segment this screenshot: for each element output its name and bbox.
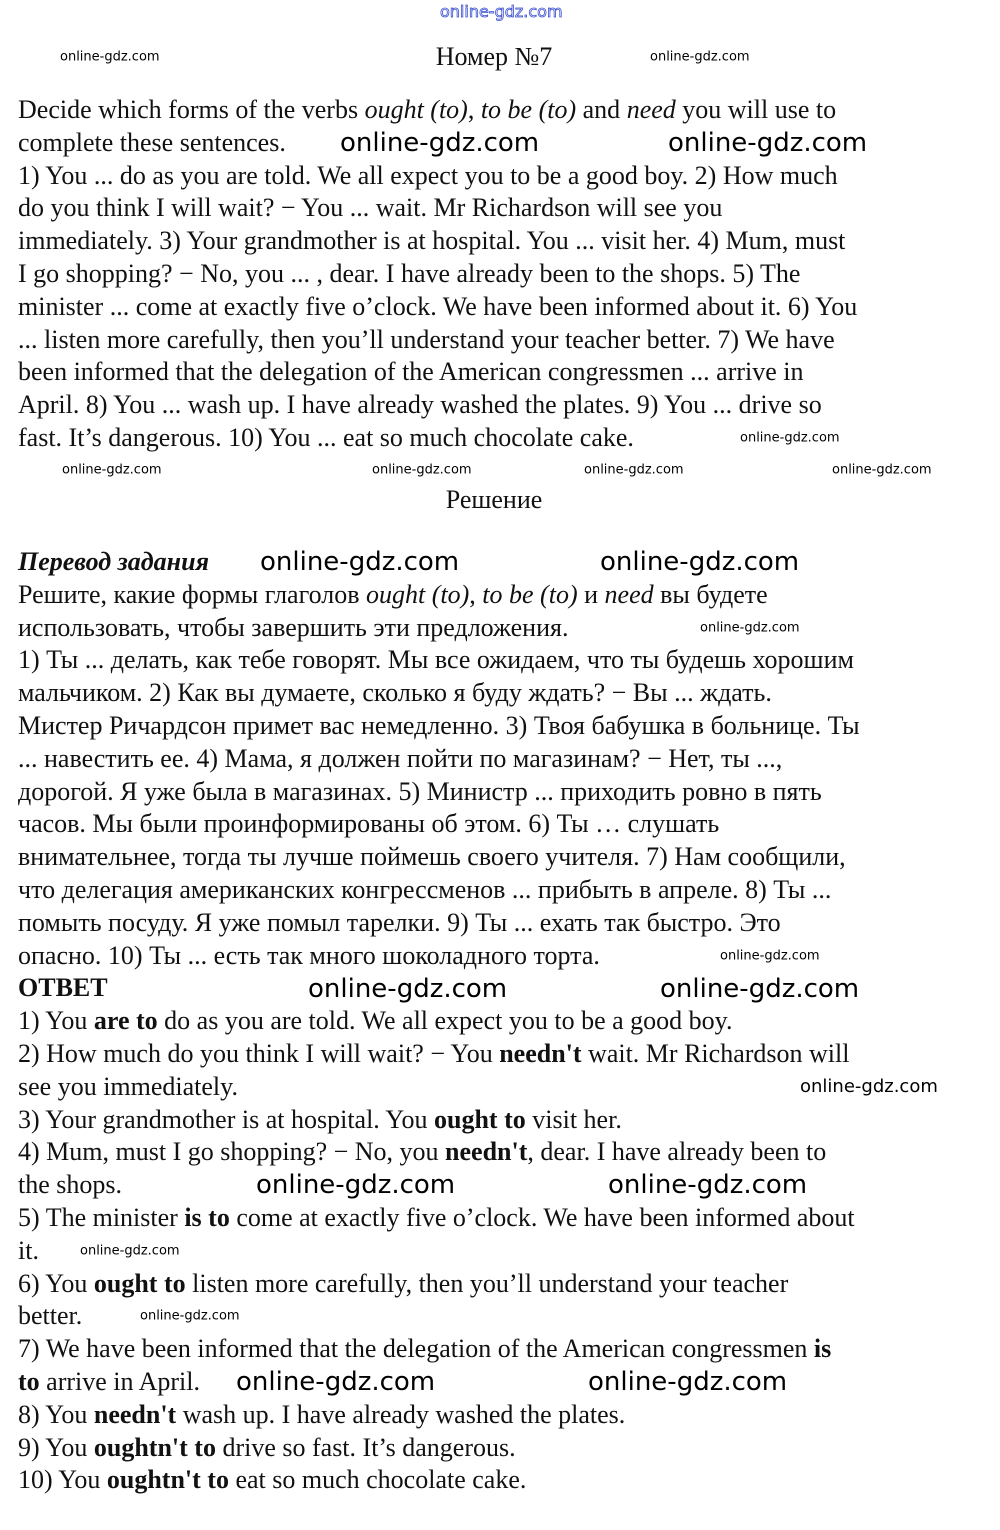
text-segment: listen more carefully, then you’ll understand your teacher xyxy=(185,1268,789,1298)
text-line xyxy=(18,356,988,389)
answer-word: oughtn't to xyxy=(93,1432,216,1462)
text-line xyxy=(18,546,988,579)
answer-word: is to xyxy=(184,1202,230,1232)
watermark: online-gdz.com xyxy=(600,547,800,577)
watermark: online-gdz.com xyxy=(372,462,472,478)
text-segment: come at exactly five o’clock. We have been informed about xyxy=(229,1202,855,1232)
text-line xyxy=(18,841,988,874)
text-segment: помыть посуду. Я уже помыл тарелки. 9) Ты ... ехать так быстро. Это xyxy=(18,907,781,937)
text-segment: been informed that the delegation of the American congressmen ... arrive in xyxy=(18,357,804,387)
text-segment: minister ... come at exactly five o’clock. We have been informed about it. 6) You xyxy=(18,291,858,321)
text-segment: 7) We have been informed that the delegation of the American congressmen xyxy=(18,1334,814,1364)
text-segment: , xyxy=(467,95,481,124)
text-line xyxy=(18,1169,988,1202)
text-segment: 10) You xyxy=(18,1465,107,1495)
text-line xyxy=(18,291,988,324)
text-segment: 9) You xyxy=(18,1432,94,1462)
text-segment: ... listen more carefully, then you’ll understand your teacher better. 7) We have xyxy=(18,324,835,354)
text-line xyxy=(18,389,988,422)
text-segment: do you think I will wait? − You ... wait. Mr Richardson will see you xyxy=(18,193,723,223)
watermark: online-gdz.com xyxy=(308,974,508,1004)
answer-word: ought to xyxy=(434,1104,526,1134)
text-line xyxy=(18,776,988,809)
text-line xyxy=(18,192,988,225)
text-line xyxy=(18,1005,988,1038)
text-segment: 5) The minister xyxy=(18,1202,185,1232)
text-segment: wash up. I have already washed the plates. xyxy=(176,1399,626,1429)
text-segment: you will use to xyxy=(675,95,837,124)
watermark: online-gdz.com xyxy=(256,1170,456,1200)
watermark: online-gdz.com xyxy=(660,974,860,1004)
watermark: online-gdz.com xyxy=(720,948,820,964)
text-segment: Мистер Ричардсон примет вас немедленно. 3) Твоя бабушка в больнице. Ты xyxy=(18,710,860,740)
text-segment: опасно. 10) Ты ... есть так много шоколадного торта. xyxy=(18,940,600,970)
text-segment: и xyxy=(577,579,605,609)
watermark: online-gdz.com xyxy=(668,128,868,158)
watermark: online-gdz.com xyxy=(588,1367,788,1397)
solution-heading: Решение xyxy=(445,485,543,514)
text-segment: April. 8) You ... wash up. I have already washed the plates. 9) You ... drive so xyxy=(18,390,822,420)
italic-term: to be (to) xyxy=(482,579,578,609)
watermark: online-gdz.com xyxy=(260,547,460,577)
page-title: Номер №7 xyxy=(435,42,553,71)
text-segment: что делегация американских конгрессменов ... прибыть в апреле. 8) Ты ... xyxy=(18,874,832,904)
text-line xyxy=(18,1104,988,1137)
text-segment: 8) You xyxy=(18,1399,94,1429)
text-segment: I go shopping? − No, you ... , dear. I have already been to the shops. 5) The xyxy=(18,258,801,288)
watermark: online-gdz.com xyxy=(740,430,840,446)
watermark: online-gdz.com xyxy=(584,462,684,478)
text-segment: it. xyxy=(18,1235,39,1265)
text-line xyxy=(18,1333,988,1366)
text-line xyxy=(18,1202,988,1235)
text-segment: часов. Мы были проинформированы об этом. 6) Ты … слушать xyxy=(18,809,720,839)
watermark: online-gdz.com xyxy=(700,620,800,636)
answer-word: needn't xyxy=(445,1137,528,1167)
answer-word: to xyxy=(18,1366,40,1396)
text-line xyxy=(18,1366,988,1399)
text-segment: , xyxy=(469,579,483,609)
text-line xyxy=(18,743,988,776)
text-line xyxy=(18,579,988,612)
text-segment: 1) You ... do as you are told. We all expect you to be a good boy. 2) How much xyxy=(18,160,838,190)
text-line xyxy=(18,710,988,743)
text-line xyxy=(18,1038,988,1071)
text-line xyxy=(18,907,988,940)
text-segment: drive so fast. It’s dangerous. xyxy=(215,1432,516,1462)
text-segment: wait. Mr Richardson will xyxy=(581,1038,850,1068)
text-segment: вы будете xyxy=(653,579,768,609)
text-line xyxy=(18,677,988,710)
italic-term: ought (to) xyxy=(364,95,468,124)
text-line xyxy=(18,644,988,677)
text-segment: see you immediately. xyxy=(18,1071,238,1101)
text-line xyxy=(18,422,988,455)
text-segment: Decide which forms of the verbs xyxy=(18,95,365,124)
text-segment: 2) How much do you think I will wait? − You xyxy=(18,1038,500,1068)
text-segment: fast. It’s dangerous. 10) You ... eat so much chocolate cake. xyxy=(18,422,634,452)
text-line xyxy=(18,324,988,357)
text-line xyxy=(18,225,988,258)
watermark: online-gdz.com xyxy=(62,462,162,478)
text-segment: complete these sentences. xyxy=(18,127,286,157)
text-segment: 4) Mum, must I go shopping? − No, you xyxy=(18,1137,446,1167)
text-line xyxy=(18,1268,988,1301)
text-segment: внимательнее, тогда ты лучше поймешь своего учителя. 7) Нам сообщили, xyxy=(18,842,846,872)
text-segment: использовать, чтобы завершить эти предложения. xyxy=(18,612,569,642)
text-segment: 1) Ты ... делать, как тебе говорят. Мы все ожидаем, что ты будешь хорошим xyxy=(18,645,854,675)
text-line xyxy=(18,1432,988,1465)
italic-term: ought (to) xyxy=(366,579,470,609)
translation-and-answer xyxy=(18,546,988,1497)
text-segment: 3) Your grandmother is at hospital. You xyxy=(18,1104,435,1134)
italic-term: need xyxy=(604,579,654,609)
text-segment: дорогой. Я уже была в магазинах. 5) Министр ... приходить ровно в пять xyxy=(18,776,822,806)
text-segment: arrive in April. xyxy=(39,1366,200,1396)
italic-term: need xyxy=(626,95,676,124)
text-segment: ... навестить ее. 4) Мама, я должен пойти по магазинам? − Нет, ты ..., xyxy=(18,743,783,773)
watermark: online-gdz.com xyxy=(80,1243,180,1259)
text-segment: the shops. xyxy=(18,1170,122,1200)
text-segment: 6) You xyxy=(18,1268,94,1298)
answer-word: needn't xyxy=(93,1399,177,1429)
text-line xyxy=(18,940,988,973)
text-segment: do as you are told. We all expect you to be a good boy. xyxy=(157,1006,733,1036)
text-line xyxy=(18,1136,988,1169)
text-line xyxy=(18,94,988,127)
text-line xyxy=(18,612,988,645)
text-segment: , dear. I have already been to xyxy=(527,1137,827,1167)
watermark: online-gdz.com xyxy=(650,49,750,65)
answer-word: ОТВЕТ xyxy=(18,973,108,1003)
text-segment: Решите, какие формы глаголов xyxy=(18,579,367,609)
answer-word: oughtn't to xyxy=(106,1465,229,1495)
text-segment: eat so much chocolate cake. xyxy=(228,1465,527,1495)
section-heading: Перевод задания xyxy=(18,547,209,576)
text-line xyxy=(18,874,988,907)
answer-word: is xyxy=(813,1334,832,1364)
watermark: online-gdz.com xyxy=(832,462,932,478)
text-line xyxy=(18,258,988,291)
answer-word: ought to xyxy=(93,1268,186,1298)
text-segment: мальчиком. 2) Как вы думаете, сколько я буду ждать? − Вы ... ждать. xyxy=(18,678,772,708)
watermark: online-gdz.com xyxy=(140,1308,240,1324)
answer-word: needn't xyxy=(499,1038,582,1068)
watermark: online-gdz.com xyxy=(340,128,540,158)
text-line xyxy=(18,1464,988,1497)
watermark: online-gdz.com xyxy=(608,1170,808,1200)
text-line xyxy=(18,1399,988,1432)
text-line xyxy=(18,808,988,841)
text-segment: immediately. 3) Your grandmother is at hospital. You ... visit her. 4) Mum, must xyxy=(18,226,846,256)
watermark-top: online-gdz.com xyxy=(440,2,563,21)
watermark: online-gdz.com xyxy=(60,49,160,65)
text-segment: 1) You xyxy=(18,1006,94,1036)
answer-word: are to xyxy=(93,1006,158,1036)
text-segment: and xyxy=(576,95,627,124)
italic-term: to be (to) xyxy=(480,95,577,124)
text-segment: better. xyxy=(18,1301,83,1331)
text-segment: visit her. xyxy=(525,1104,622,1134)
text-line xyxy=(18,160,988,193)
watermark: online-gdz.com xyxy=(236,1367,436,1397)
watermark: online-gdz.com xyxy=(800,1076,938,1097)
